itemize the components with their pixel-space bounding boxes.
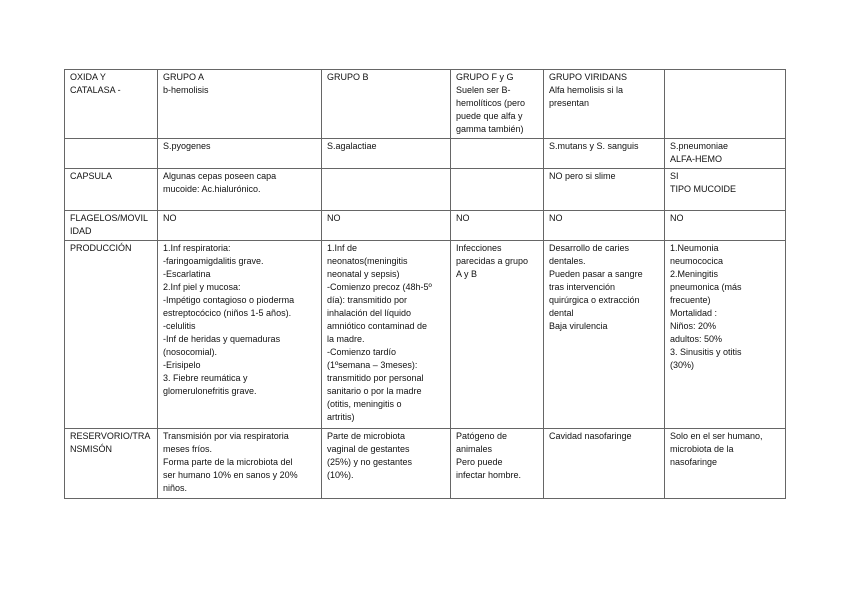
cell-group-a	[158, 169, 322, 211]
cell-line: la madre.	[327, 334, 365, 344]
cell-group-viridans	[544, 241, 665, 429]
cell-pneumoniae	[665, 169, 786, 211]
cell-line: tras intervención	[549, 282, 616, 292]
row-label-cell	[65, 429, 158, 499]
cell-line: 1.Inf de	[327, 243, 358, 253]
cell-group-fg	[451, 241, 544, 429]
species-row	[65, 139, 786, 169]
cell-line: Solo en el ser humano,	[670, 431, 763, 441]
cell-group-fg	[451, 429, 544, 499]
cell-line: GRUPO F y G	[456, 72, 514, 82]
cell-line: nasofaringe	[670, 457, 718, 467]
cell-line: NO	[670, 213, 684, 223]
cell-line: animales	[456, 444, 493, 454]
cell-line: FLAGELOS/MOVIL	[70, 213, 149, 223]
cell-line: -Comienzo tardío	[327, 347, 397, 357]
cell-line: transmitido por personal	[327, 373, 424, 383]
cell-line: NSMISÓN	[70, 444, 113, 454]
cell-pneumoniae	[665, 241, 786, 429]
cell-pneumoniae	[665, 70, 786, 139]
cell-line: gamma también)	[456, 124, 524, 134]
row-label-cell	[65, 169, 158, 211]
cell-line: TIPO MUCOIDE	[670, 184, 737, 194]
cell-line: NO	[549, 213, 563, 223]
cell-line: inhalación del líquido	[327, 308, 412, 318]
cell-line: 2.Meningitis	[670, 269, 719, 279]
cell-line: Parte de microbiota	[327, 431, 406, 441]
cell-pneumoniae	[665, 211, 786, 241]
cell-line: Forma parte de la microbiota del	[163, 457, 293, 467]
cell-line: Algunas cepas poseen capa	[163, 171, 277, 181]
cell-group-b	[322, 169, 451, 211]
cell-line: PRODUCCIÓN	[70, 243, 132, 253]
cell-line: 3. Fiebre reumática y	[163, 373, 248, 383]
cell-line: estreptocócico (niños 1-5 años).	[163, 308, 292, 318]
cell-line: niños.	[163, 483, 188, 493]
cell-group-b	[322, 139, 451, 169]
row-label-cell	[65, 139, 158, 169]
cell-line: sanitario o por la madre	[327, 386, 422, 396]
cell-line: pneumonica (más	[670, 282, 742, 292]
cell-line: SI	[670, 171, 679, 181]
cell-line: (30%)	[670, 360, 695, 370]
table-body	[65, 70, 786, 499]
cell-line: neumococica	[670, 256, 724, 266]
cell-pneumoniae	[665, 139, 786, 169]
cell-group-a	[158, 139, 322, 169]
cell-line: Niños: 20%	[670, 321, 717, 331]
cell-line: artritis)	[327, 412, 355, 422]
row-label-cell	[65, 211, 158, 241]
cell-line: Alfa hemolisis si la	[549, 85, 624, 95]
cell-line: amniótico contaminad de	[327, 321, 428, 331]
cell-line: (10%).	[327, 470, 354, 480]
cell-line: Patógeno de	[456, 431, 508, 441]
cell-line: (nosocomial).	[163, 347, 218, 357]
cell-group-viridans	[544, 429, 665, 499]
cell-group-b	[322, 429, 451, 499]
row-label-cell	[65, 241, 158, 429]
capsule-row	[65, 169, 786, 211]
cell-line: ALFA-HEMO	[670, 154, 723, 164]
cell-line: GRUPO B	[327, 72, 369, 82]
cell-line: (25%) y no gestantes	[327, 457, 413, 467]
cell-line: Pueden pasar a sangre	[549, 269, 643, 279]
cell-line: -Comienzo precoz (48h-5º	[327, 282, 432, 292]
cell-line: CATALASA -	[70, 85, 121, 95]
cell-group-fg	[451, 211, 544, 241]
cell-line: -celulitis	[163, 321, 196, 331]
cell-line: GRUPO A	[163, 72, 205, 82]
cell-line: 1.Neumonia	[670, 243, 719, 253]
cell-line: NO	[163, 213, 177, 223]
cell-line: quirúrgica o extracción	[549, 295, 640, 305]
cell-group-viridans	[544, 169, 665, 211]
cell-group-fg	[451, 169, 544, 211]
cell-line: Cavidad nasofaringe	[549, 431, 632, 441]
cell-group-a	[158, 70, 322, 139]
cell-line: parecidas a grupo	[456, 256, 529, 266]
cell-line: -Erisipelo	[163, 360, 201, 370]
cell-line: microbiota de la	[670, 444, 734, 454]
cell-line: Suelen ser B-	[456, 85, 511, 95]
cell-line: 2.Inf piel y mucosa:	[163, 282, 241, 292]
cell-line: OXIDA Y	[70, 72, 106, 82]
cell-group-b	[322, 70, 451, 139]
cell-line: (1ºsemana – 3meses):	[327, 360, 418, 370]
cell-line: S.agalactiae	[327, 141, 377, 151]
cell-line: 1.Inf respiratoria:	[163, 243, 231, 253]
cell-line: CAPSULA	[70, 171, 113, 181]
cell-line: Pero puede	[456, 457, 503, 467]
cell-group-b	[322, 241, 451, 429]
cell-line: dentales.	[549, 256, 586, 266]
cell-line: presentan	[549, 98, 590, 108]
cell-line: vaginal de gestantes	[327, 444, 410, 454]
cell-line: neonatal y sepsis)	[327, 269, 400, 279]
cell-line: -Inf de heridas y quemaduras	[163, 334, 281, 344]
cell-line: 3. Sinusitis y otitis	[670, 347, 742, 357]
cell-group-viridans	[544, 139, 665, 169]
cell-line: Infecciones	[456, 243, 502, 253]
cell-group-a	[158, 211, 322, 241]
cell-group-viridans	[544, 211, 665, 241]
streptococcus-table	[64, 69, 786, 499]
production-row	[65, 241, 786, 429]
cell-group-a	[158, 429, 322, 499]
cell-group-viridans	[544, 70, 665, 139]
cell-line: Transmisión por via respiratoria	[163, 431, 289, 441]
cell-line: -Escarlatina	[163, 269, 211, 279]
cell-group-fg	[451, 70, 544, 139]
cell-line: ser humano 10% en sanos y 20%	[163, 470, 298, 480]
cell-group-fg	[451, 139, 544, 169]
cell-line: S.mutans y S. sanguis	[549, 141, 639, 151]
cell-line: hemolíticos (pero	[456, 98, 526, 108]
motility-row	[65, 211, 786, 241]
cell-line: NO	[327, 213, 341, 223]
cell-group-a	[158, 241, 322, 429]
cell-line: neonatos(meningitis	[327, 256, 408, 266]
cell-line: S.pneumoniae	[670, 141, 729, 151]
cell-line: S.pyogenes	[163, 141, 211, 151]
reservoir-row	[65, 429, 786, 499]
cell-line: Baja virulencia	[549, 321, 608, 331]
cell-line: Mortalidad :	[670, 308, 718, 318]
row-label-cell	[65, 70, 158, 139]
cell-line: NO	[456, 213, 470, 223]
cell-line: infectar hombre.	[456, 470, 522, 480]
cell-line: (otitis, meningitis o	[327, 399, 402, 409]
cell-line: GRUPO VIRIDANS	[549, 72, 628, 82]
cell-line: A y B	[456, 269, 478, 279]
cell-pneumoniae	[665, 429, 786, 499]
cell-line: glomerulonefritis grave.	[163, 386, 257, 396]
cell-line: RESERVORIO/TRA	[70, 431, 151, 441]
cell-line: adultos: 50%	[670, 334, 723, 344]
cell-line: mucoide: Ac.hialurónico.	[163, 184, 261, 194]
cell-line: dental	[549, 308, 574, 318]
header-row	[65, 70, 786, 139]
cell-line: meses fríos.	[163, 444, 213, 454]
cell-line: frecuente)	[670, 295, 711, 305]
cell-line: b-hemolisis	[163, 85, 209, 95]
cell-line: IDAD	[70, 226, 92, 236]
cell-line: día): transmitido por	[327, 295, 408, 305]
cell-line: -faringoamigdalitis grave.	[163, 256, 264, 266]
cell-line: Desarrollo de caries	[549, 243, 630, 253]
cell-group-b	[322, 211, 451, 241]
cell-line: NO pero si slime	[549, 171, 616, 181]
cell-line: puede que alfa y	[456, 111, 523, 121]
cell-line: -Impétigo contagioso o pioderma	[163, 295, 295, 305]
